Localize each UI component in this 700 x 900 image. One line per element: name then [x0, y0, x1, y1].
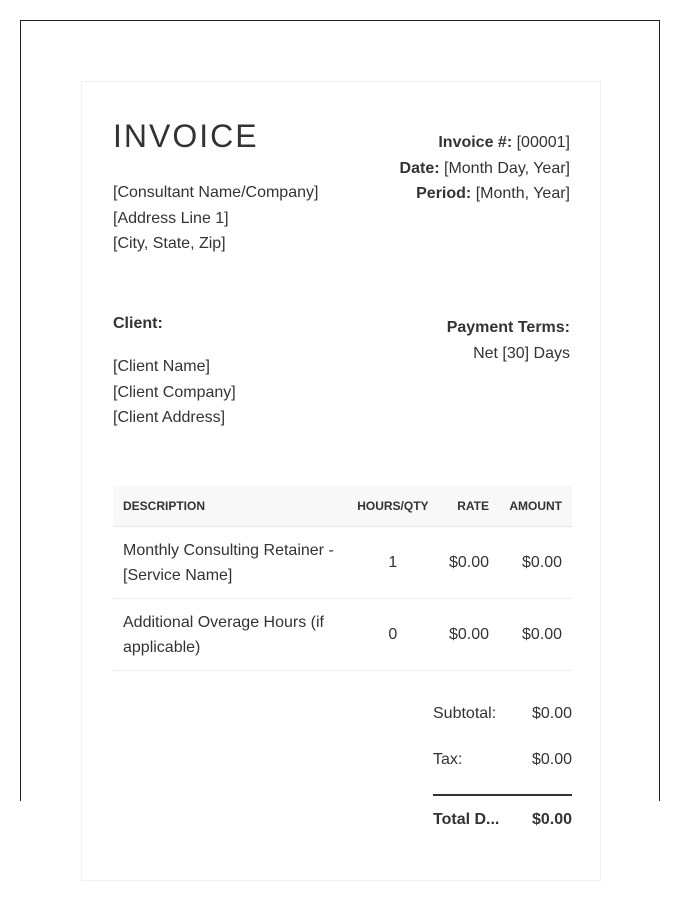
invoice-title: INVOICE	[113, 118, 259, 154]
tax-value: $0.00	[531, 751, 572, 768]
payment-terms-label: Payment Terms:	[446, 319, 570, 336]
item-rate: $0.00	[439, 599, 499, 671]
item-amount: $0.00	[499, 599, 572, 671]
subtotal-value: $0.00	[531, 705, 572, 722]
subtotal-row	[433, 702, 572, 748]
client-block	[113, 354, 236, 431]
total-due-value: $0.00	[531, 811, 572, 828]
column-header-description: DESCRIPTION	[113, 486, 347, 527]
invoice-number-value: [00001]	[516, 134, 570, 151]
line-items-table	[113, 486, 572, 671]
invoice-page	[81, 81, 601, 881]
invoice-meta	[400, 130, 570, 207]
total-due-row	[433, 794, 572, 854]
item-qty: 1	[347, 527, 439, 599]
invoice-number-label: Invoice #:	[438, 134, 513, 151]
subtotal-label: Subtotal:	[433, 705, 497, 722]
document-viewport[interactable]	[20, 20, 660, 828]
column-header-amount: AMOUNT	[499, 486, 572, 527]
invoice-period-label: Period:	[416, 185, 472, 202]
client-company: [Client Company]	[113, 383, 236, 401]
invoice-date-value: [Month Day, Year]	[444, 159, 570, 177]
item-amount: $0.00	[499, 527, 572, 599]
payment-terms-value: Net [30] Days	[473, 345, 570, 362]
consultant-city: [City, State, Zip]	[113, 235, 226, 252]
item-description: Monthly Consulting Retainer - [Service Name]	[113, 527, 347, 599]
item-description: Additional Overage Hours (if applicable)	[113, 599, 347, 671]
table-row	[113, 599, 572, 671]
client-label: Client:	[113, 315, 163, 332]
column-header-rate: RATE	[439, 486, 499, 527]
item-rate: $0.00	[439, 527, 499, 599]
invoice-number-line	[400, 130, 570, 156]
consultant-address: [Address Line 1]	[113, 209, 229, 227]
client-address: [Client Address]	[113, 409, 226, 426]
invoice-date-line	[400, 156, 570, 182]
payment-terms	[447, 315, 570, 367]
item-qty: 0	[347, 599, 439, 671]
table-header-row	[113, 486, 572, 527]
table-row	[113, 527, 572, 599]
invoice-period-value: [Month, Year]	[475, 185, 570, 202]
invoice-period-line	[400, 181, 570, 207]
invoice-date-label: Date:	[399, 159, 440, 177]
client-name: [Client Name]	[113, 358, 210, 375]
total-due-label: Total D...	[433, 811, 500, 828]
tax-row	[433, 748, 572, 794]
consultant-block	[113, 180, 318, 257]
totals-block	[433, 702, 572, 854]
consultant-name: [Consultant Name/Company]	[113, 184, 319, 201]
tax-label: Tax:	[433, 751, 463, 768]
column-header-hours-qty: HOURS/QTY	[347, 486, 439, 527]
